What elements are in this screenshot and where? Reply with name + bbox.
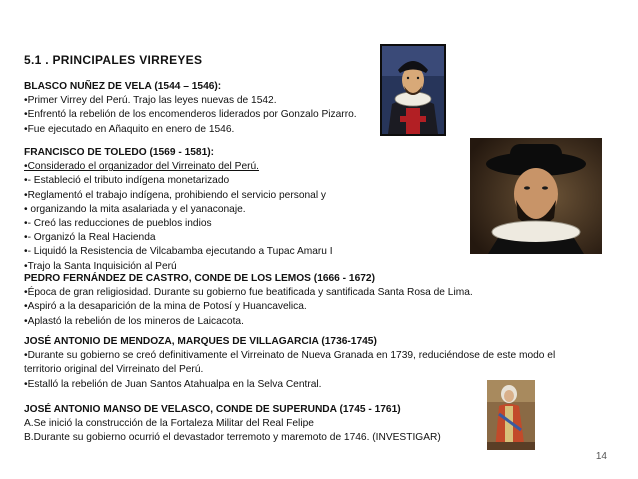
bullet-line: •- Organizó la Real Hacienda: [24, 232, 156, 244]
section-heading: JOSÉ ANTONIO MANSO DE VELASCO, CONDE DE SUPERUNDA (1745 - 1761): [24, 404, 401, 415]
section-francisco-toledo: [24, 146, 333, 274]
section-superunda: [24, 403, 441, 446]
section-heading: JOSÉ ANTONIO DE MENDOZA, MARQUES DE VILLAGARCIA (1736-1745): [24, 336, 377, 347]
bullet-line: • organizando la mita asalariada y el yanaconaje.: [24, 203, 246, 215]
bullet-line: •Durante su gobierno se creó definitivamente el Virreinato de Nueva Granada en 1739, reduciéndose de este modo el: [24, 350, 556, 362]
portrait-blasco-nunez-image: [380, 44, 446, 136]
bullet-line: •Primer Virrey del Perú. Trajo las leyes nuevas de 1542.: [24, 95, 277, 107]
bullet-line: •Fue ejecutado en Añaquito en enero de 1546.: [24, 123, 235, 135]
bullet-line: •Época de gran religiosidad. Durante su gobierno fue beatificada y santificada Santa Rosa de Lima.: [24, 287, 473, 299]
bullet-line: •Enfrentó la rebelión de los encomenderos liderados por Gonzalo Pizarro.: [24, 109, 357, 121]
bullet-line: •- Liquidó la Resistencia de Vilcabamba ejecutando a Tupac Amaru I: [24, 246, 333, 258]
page-number: 14: [595, 451, 607, 462]
section-villagarcia: [24, 335, 555, 392]
section-heading: FRANCISCO DE TOLEDO (1569 - 1581):: [24, 147, 215, 158]
bullet-line: territorio original del Virreinato del Perú.: [24, 364, 204, 376]
section-heading: PEDRO FERNÁNDEZ DE CASTRO, CONDE DE LOS LEMOS (1666 - 1672): [24, 273, 375, 284]
bullet-line: •- Estableció el tributo indígena monetarizado: [24, 175, 230, 187]
slide-title: 5.1 . PRINCIPALES VIRREYES: [24, 53, 203, 67]
bullet-line: A.Se inició la construcción de la Fortaleza Militar del Real Felipe: [24, 418, 314, 430]
bullet-line: •- Creó las reducciones de pueblos indios: [24, 218, 212, 230]
bullet-line: •Reglamentó el trabajo indígena, prohibiendo el servicio personal y: [24, 189, 327, 201]
bullet-line: •Considerado el organizador del Virreinato del Perú.: [24, 161, 260, 173]
bullet-line: •Trajo la Santa Inquisición al Perú: [24, 260, 177, 272]
bullet-line: •Aspiró a la desaparición de la mina de Potosí y Huancavelica.: [24, 301, 307, 313]
bullet-line: •Estalló la rebelión de Juan Santos Atahualpa en la Selva Central.: [24, 378, 322, 390]
section-blasco-nunez: [24, 80, 357, 137]
section-conde-lemos: [24, 272, 473, 329]
bullet-line: •Aplastó la rebelión de los mineros de Laicacota.: [24, 315, 244, 327]
portrait-francisco-toledo-image: [470, 138, 602, 254]
bullet-line: B.Durante su gobierno ocurrió el devastador terremoto y maremoto de 1746. (INVESTIGAR): [24, 432, 441, 444]
portrait-manso-velasco-image: [487, 380, 535, 450]
section-heading: BLASCO NUÑEZ DE VELA (1544 – 1546):: [24, 81, 222, 92]
